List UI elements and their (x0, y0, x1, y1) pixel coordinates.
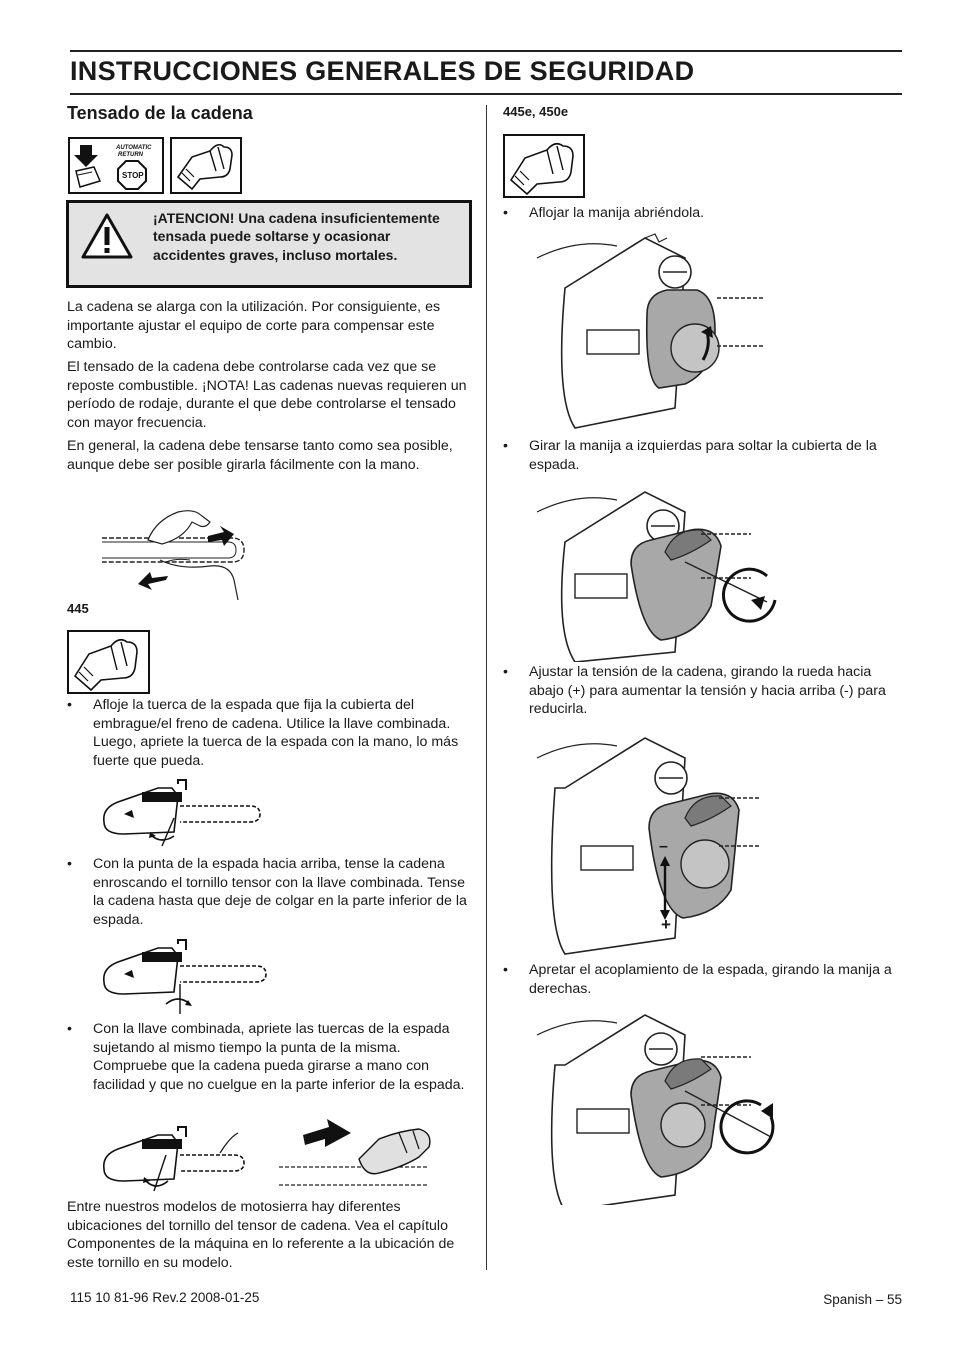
list-item (503, 437, 903, 475)
header-top-rule (70, 50, 902, 52)
stop-label: STOP (122, 171, 144, 180)
bar-cover-rotate-left-illustration (535, 482, 795, 662)
return-label: RETURN (118, 152, 143, 158)
bullet-marker: • (67, 1021, 72, 1037)
automatic-return-stop-icon (68, 137, 164, 194)
glove-on-chain-illustration (275, 1115, 440, 1195)
bullet-marker: • (503, 962, 508, 978)
paragraph-3: En general, la cadena debe tensarse tanto como sea posible, aunque debe ser posible girarla fácilmente con la mano. (67, 438, 453, 473)
model-label-445: 445 (67, 601, 89, 616)
bullet-marker: • (503, 438, 508, 454)
hand-pulling-chain-illustration (100, 500, 250, 600)
column-divider (486, 105, 487, 1270)
list-item (67, 696, 472, 772)
list-item (67, 855, 472, 931)
bar-cover-open-handle-illustration (535, 228, 765, 433)
bullet-marker: • (67, 697, 72, 713)
glove-icon (67, 630, 150, 694)
page-title: INSTRUCCIONES GENERALES DE SEGURIDAD (70, 56, 695, 86)
bullet-marker: • (503, 664, 508, 680)
bullet-text: Aflojar la manija abriéndola. (529, 205, 705, 221)
model-label-445e-450e: 445e, 450e (503, 104, 569, 119)
list-item (503, 204, 903, 224)
warning-triangle-icon (81, 213, 133, 259)
bullet-text: Con la llave combinada, apriete las tuercas de la espada sujetando al mismo tiempo la punta de la misma. Compruebe que la cadena pueda girarse a mano con facilidad y que no cuelgue en la parte inferior de la espada. (93, 1021, 465, 1093)
bullet-text: Con la punta de la espada hacia arriba, tense la cadena enroscando el tornillo tensor con la llave combinada. Tense la cadena hasta que deje de colgar en la parte inferior de la espada. (93, 856, 467, 928)
header-bottom-rule (70, 93, 902, 95)
section-title: Tensado de la cadena (67, 103, 253, 123)
chainsaw-tensioner-illustration (100, 938, 270, 1016)
closing-paragraph: Entre nuestros modelos de motosierra hay diferentes ubicaciones del tornillo del tensor de cadena. Vea el capítulo Componentes de la máquina en lo referente a la ubicación de este tornillo en su modelo. (67, 1199, 455, 1271)
paragraph-2: El tensado de la cadena debe controlarse cada vez que se reposte combustible. ¡NOTA! Las cadenas nuevas requieren un período de rodaje, durante el que debe controlarse el tensado con mayor frecuencia. (67, 359, 467, 431)
minus-sign: – (659, 838, 668, 855)
paragraph-1: La cadena se alarga con la utilización. Por consiguiente, es importante ajustar el equipo de corte para compensar este cambio. (67, 299, 441, 353)
chain-tension-wheel-illustration (535, 728, 765, 958)
list-item (503, 961, 903, 999)
glove-icon (170, 137, 242, 194)
bullet-text: Ajustar la tensión de la cadena, girando la rueda hacia abajo (+) para aumentar la tensión y hacia arriba (-) para reducirla. (529, 664, 886, 718)
bullet-marker: • (67, 856, 72, 872)
warning-box (66, 200, 472, 288)
chainsaw-tighten-nuts-illustration (100, 1125, 250, 1193)
plus-sign: + (661, 915, 671, 934)
automatic-label: AUTOMATIC (116, 145, 152, 151)
glove-icon (503, 134, 585, 198)
document-code: 115 10 81-96 Rev.2 2008-01-25 (70, 1290, 260, 1305)
bullet-marker: • (503, 205, 508, 221)
bullet-text: Girar la manija a izquierdas para soltar la cubierta de la espada. (529, 438, 877, 473)
bar-coupling-rotate-right-illustration (535, 1005, 795, 1205)
chainsaw-nut-illustration (100, 778, 265, 848)
page-number: Spanish – 55 (823, 1292, 902, 1307)
warning-text: ¡ATENCION! Una cadena insuficientemente tensada puede soltarse y ocasionar accidentes graves, incluso mortales. (153, 210, 440, 263)
bullet-text: Afloje la tuerca de la espada que fija la cubierta del embrague/el freno de cadena. Utilice la llave combinada. Luego, apriete la tuerca de la espada con la mano, lo más fuerte que pueda. (93, 697, 459, 769)
bullet-text: Apretar el acoplamiento de la espada, girando la manija a derechas. (529, 962, 892, 997)
list-item (503, 663, 903, 721)
list-item (67, 1020, 472, 1114)
